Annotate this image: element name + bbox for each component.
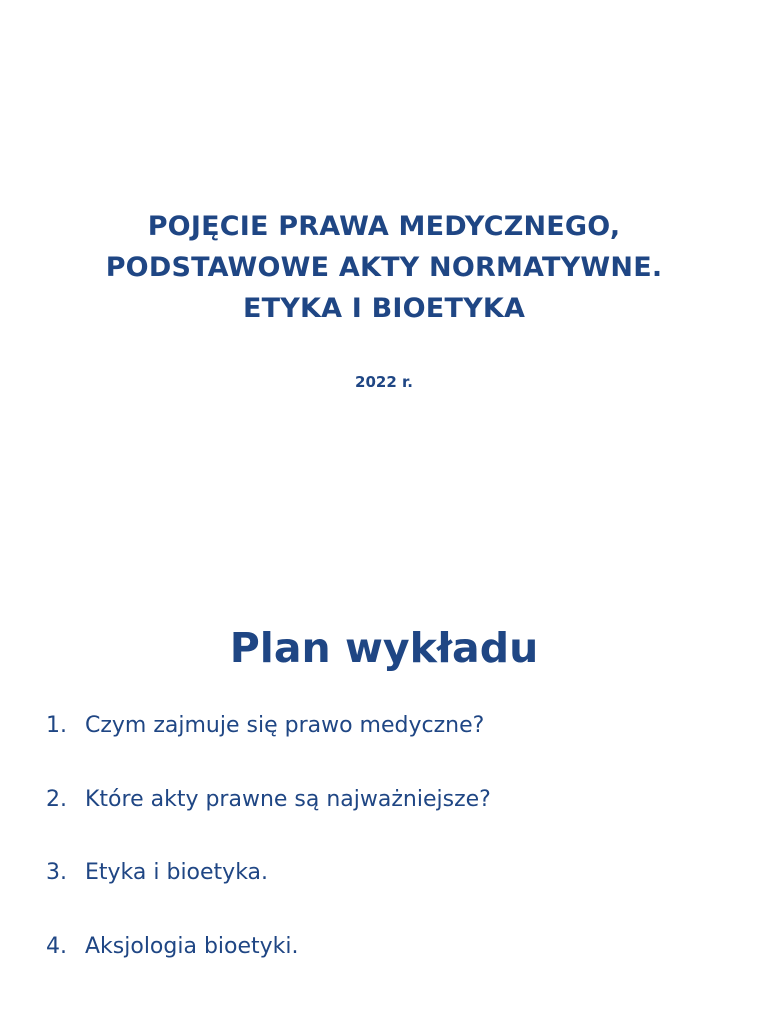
lecture-year: 2022 r. xyxy=(355,373,413,391)
agenda-item-number: 3. xyxy=(46,860,67,885)
agenda-item-text: Czym zajmuje się prawo medyczne? xyxy=(85,713,485,738)
agenda-item-text: Które akty prawne są najważniejsze? xyxy=(85,786,491,812)
lecture-title-line-2: PODSTAWOWE AKTY NORMATYWNE. xyxy=(105,252,663,283)
agenda-list xyxy=(46,706,491,1000)
lecture-title-line-3: ETYKA I BIOETYKA xyxy=(242,293,526,324)
agenda-item xyxy=(46,780,491,854)
lecture-title xyxy=(0,206,768,329)
agenda-item xyxy=(46,706,491,780)
agenda-item-text: Etyka i bioetyka. xyxy=(85,860,269,885)
agenda-item-number: 2. xyxy=(46,786,67,812)
agenda-item xyxy=(46,853,491,927)
agenda-item-number: 1. xyxy=(46,713,67,738)
plan-heading: Plan wykładu xyxy=(229,624,539,672)
agenda-item-text: Aksjologia bioetyki. xyxy=(85,933,299,959)
plan-slide xyxy=(0,512,768,1024)
agenda-item-number: 4. xyxy=(46,933,67,959)
agenda-item xyxy=(46,927,491,1001)
lecture-title-line-1: POJĘCIE PRAWA MEDYCZNEGO, xyxy=(147,211,621,242)
